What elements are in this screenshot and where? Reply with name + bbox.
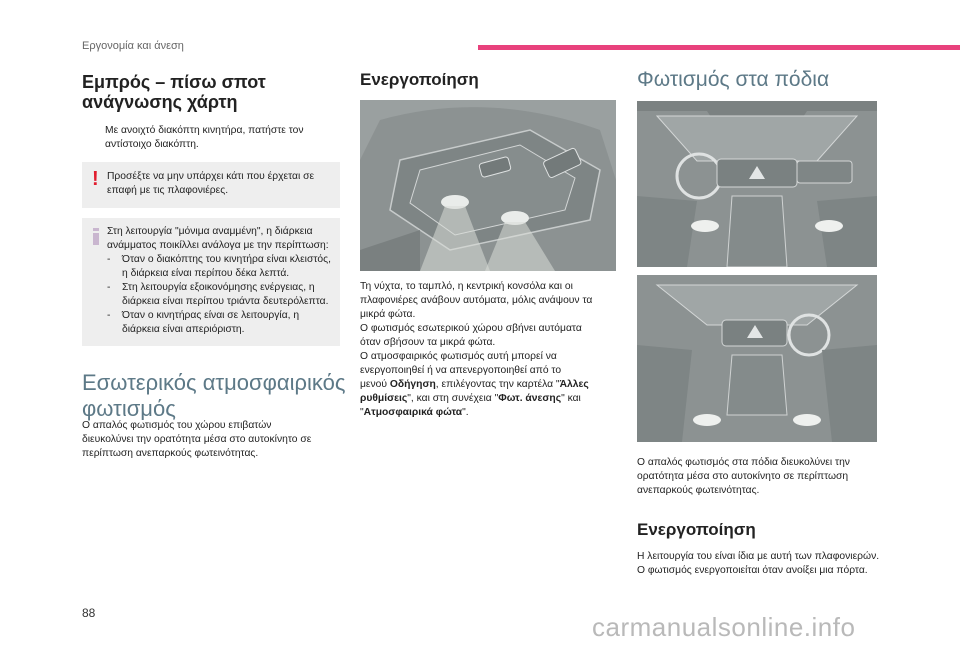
info-icon [93, 228, 100, 244]
activation-title: Ενεργοποίηση [360, 70, 479, 89]
footwell-activation-title: Ενεργοποίηση [637, 520, 756, 539]
watermark: carmanualsonline.info [592, 612, 856, 642]
footwell-lighting-illustration-rear [637, 275, 877, 442]
warning-box [82, 162, 340, 208]
front-cabin-drawing [637, 101, 877, 267]
footwell-caption: Ο απαλός φωτισμός στα πόδια διευκολύνει την ορατότητα μέσα στο αυτοκίνητο σε περίπτωση ανεπαρκούς φωτεινότητας. [637, 457, 850, 496]
ambient-lighting-title: Εσωτερικός ατμοσφαιρικός φωτισμός [82, 370, 346, 421]
footwell-lighting-title: Φωτισμός στα πόδια [637, 68, 830, 91]
ambient-lighting-text: Ο απαλός φωτισμός του χώρου επιβατών διευκολύνει την ορατότητα μέσα στο αυτοκίνητο σε περίπτωση ανεπαρκούς φωτεινότητας. [82, 420, 312, 459]
map-light-title: Εμπρός – πίσω σποτ ανάγνωσης χάρτη [82, 72, 266, 112]
footwell-activation-text: Η λειτουργία του είναι ίδια με αυτή των πλαφονιερών. Ο φωτισμός ενεργοποιείται όταν ανοίξει μια πόρτα. [637, 551, 880, 576]
info-text: Στη λειτουργία "μόνιμα αναμμένη", η διάρκεια ανάμματος ποικίλλει ανάλογα με την περίπτωση: - Όταν ο διακόπτης του κινητήρα είναι κλειστός, η διάρκεια είναι περίπου δέκα λεπτά. - Στη λειτουργία εξοικονόμησης ενέργειας, η διάρκεια είναι περίπου τριάντα δευτερόλεπτα. - Όταν ο κινητήρας είναι σε λειτουργία, η διάρκεια είναι απεριόριστη. [107, 226, 331, 335]
warning-icon: ! [92, 168, 99, 190]
rear-cabin-drawing [637, 275, 877, 442]
header-accent-bar [478, 45, 960, 50]
ceiling-lights-illustration [360, 100, 616, 271]
ceiling-console-drawing [360, 100, 616, 271]
map-light-instruction: Με ανοιχτό διακόπτη κινητήρα, πατήστε τον αντίστοιχο διακόπτη. [105, 125, 304, 150]
info-box [82, 218, 340, 346]
section-header: Εργονομία και άνεση [82, 40, 184, 52]
footwell-lighting-illustration-front [637, 101, 877, 267]
warning-text: Προσέξτε να μην υπάρχει κάτι που έρχεται σε επαφή με τις πλαφονιέρες. [107, 171, 315, 196]
page-number: 88 [82, 606, 96, 620]
activation-text: Τη νύχτα, το ταμπλό, η κεντρική κονσόλα και οι πλαφονιέρες ανάβουν αυτόματα, μόλις ανάψουν τα μικρά φώτα. Ο φωτισμός εσωτερικού χώρου σβήνει αυτόματα όταν σβήσουν τα μικρά φώτα. Ο ατμοσφαιρικός φωτισμός αυτή μπορεί να ενεργοποιηθεί ή να απενεργοποιηθεί από το μενού Οδήγηση, επιλέγοντας την καρτέλα "Άλλες ρυθμίσεις", και στη συνέχεια "Φωτ. άνεσης" και "Ατμοσφαιρικά φώτα". [360, 281, 593, 418]
